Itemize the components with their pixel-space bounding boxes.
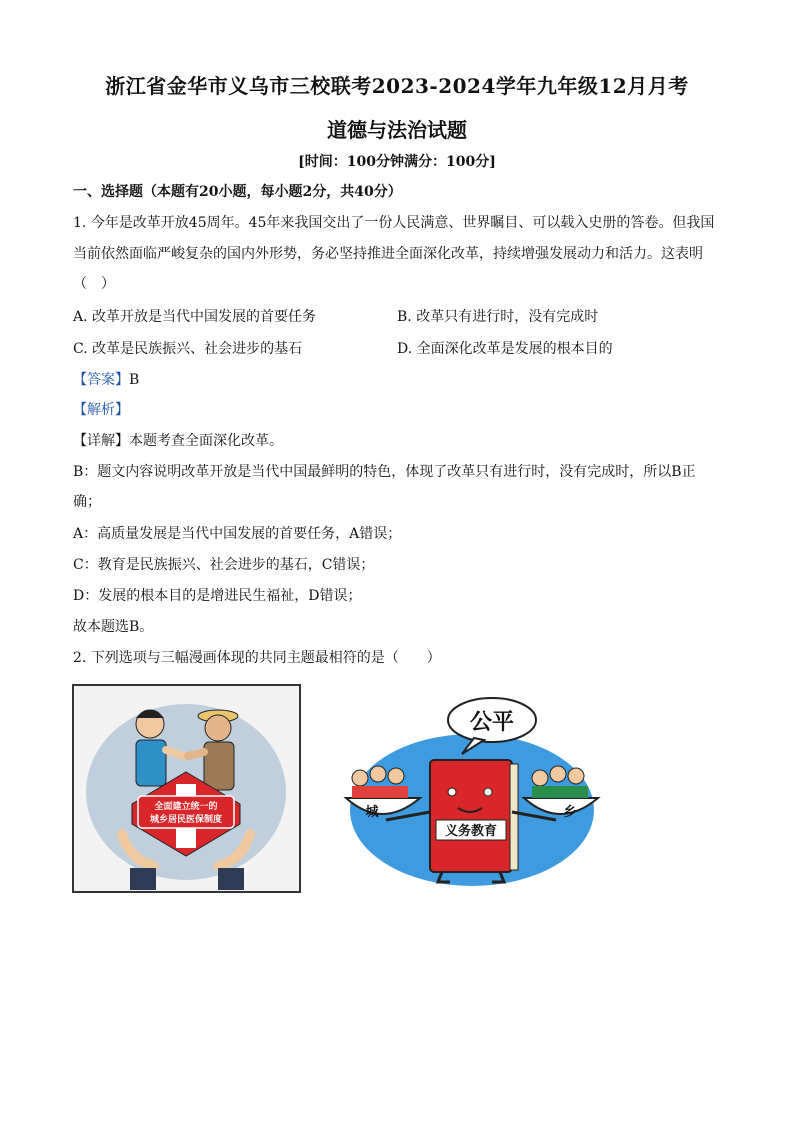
q1-option-d: D. 全面深化改革是发展的根本目的 [397,341,613,357]
q1-explain-b-line1: B：题文内容说明改革开放是当代中国最鲜明的特色，体现了改革只有进行时，没有完成时，所以B正 [73,464,696,480]
q1-stem-line1: 1. 今年是改革开放45周年。45年来我国交出了一份人民满意、世界瞩目、可以载入史册的答卷。但我国 [73,215,715,231]
badge-text-line1: 全面建立统一的 [154,802,218,812]
q1-explain-d: D：发展的根本目的是增进民生福祉，D错误； [73,588,362,604]
left-bowl-label: 城 [365,805,379,820]
q2-stem: 2. 下列选项与三幅漫画体现的共同主题最相符的是（ ） [73,650,441,666]
cartoon-medical-insurance [72,684,302,894]
q1-stem-line2: 当前依然面临严峻复杂的国内外形势，务必坚持推进全面深化改革，持续增强发展动力和活力。这表明 [73,246,703,262]
page-title: 浙江省金华市义乌市三校联考2023-2024学年九年级12月月考 [105,74,689,98]
book-figure [430,760,518,882]
cartoon-education-fairness [342,692,602,888]
book-title: 义务教育 [444,824,498,839]
q1-analysis-row [73,400,733,420]
q1-answer-row [73,370,733,390]
q1-stem-line3: （ ） [73,276,115,292]
badge-text-line2: 城乡居民医保制度 [149,815,223,825]
exam-meta: [时间：100分钟满分：100分] [298,154,496,170]
q1-option-b: B. 改革只有进行时，没有完成时 [397,309,599,325]
q1-detail-row [73,431,733,451]
answer-value: B [129,372,140,388]
q1-option-a: A. 改革开放是当代中国发展的首要任务 [73,309,317,325]
q1-option-c: C. 改革是民族振兴、社会进步的基石 [73,341,303,357]
q1-explain-a: A：高质量发展是当代中国发展的首要任务，A错误； [73,526,402,542]
analysis-tag: 【解析】 [73,402,129,418]
q1-explain-b-line2: 确； [73,494,101,510]
answer-tag: 【答案】 [73,372,129,388]
q1-conclusion: 故本题选B。 [73,619,154,635]
section-heading: 一、选择题（本题有20小题，每小题2分，共40分） [73,184,402,200]
bubble-text: 公平 [469,710,515,735]
right-bowl-label: 乡 [563,805,577,820]
detail-text: 本题考查全面深化改革。 [129,433,283,449]
detail-tag: 【详解】 [73,433,129,449]
q1-explain-c: C：教育是民族振兴、社会进步的基石，C错误； [73,557,375,573]
page-subtitle: 道德与法治试题 [327,118,467,142]
